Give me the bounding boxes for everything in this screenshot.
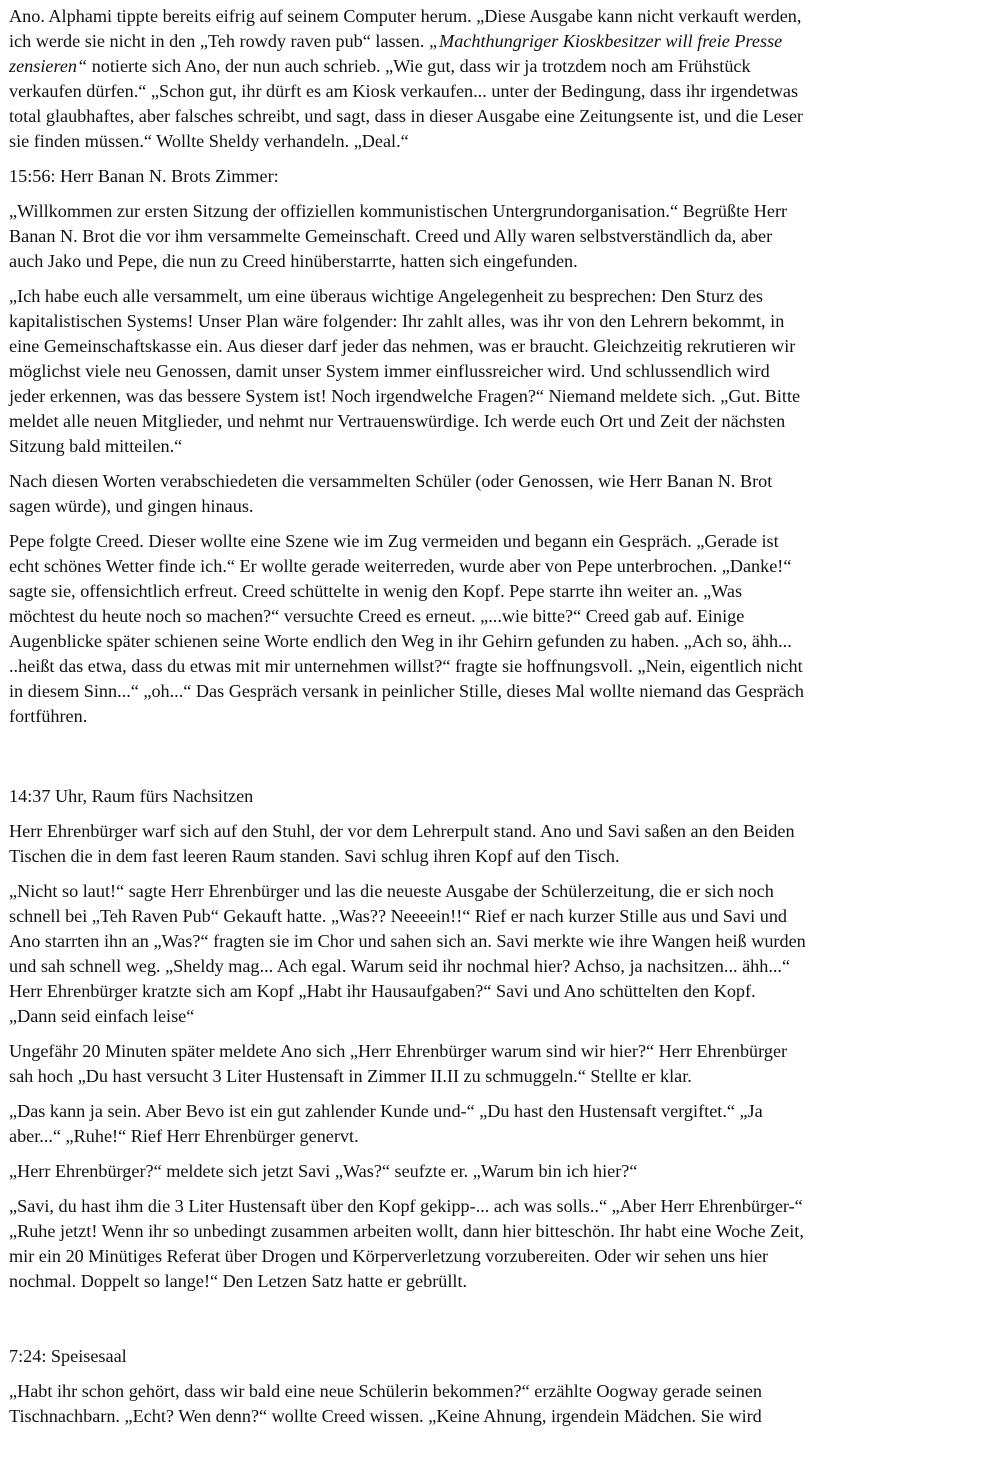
paragraph: „Savi, du hast ihm die 3 Liter Hustensaft über den Kopf gekipp-... ach was solls..“ „Aber Herr Ehrenbürger-“ „Ruhe jetzt! Wenn ihr so unbedingt zusammen arbeiten wollt, dann hier bitteschön. Ihr habt eine Woche Zeit, mir ein 20 Minütiges Referat über Drogen und Körperverletzung vorzubereiten. Oder wir sehen uns hier nochmal. Doppelt so lange!“ Den Letzen Satz hatte er gebrüllt. — [9, 1196, 804, 1291]
paragraph-text: notierte sich Ano, der nun auch schrieb. „Wie gut, dass wir ja trotzdem noch am Frühstück verkaufen dürfen.“ „Schon gut, ihr dürft es am Kiosk verkaufen... unter der Bedingung, dass ihr irgendetwas total glaubhaftes, aber falsches schreibt, und sagt, dass in dieser Ausgabe eine Zeitungsente ist, und die Leser sie finden müssen.“ Wollte Sheldy verhandeln. „Deal.“ — [9, 56, 803, 151]
section-spacer — [9, 739, 977, 784]
scene-heading: 15:56: Herr Banan N. Brots Zimmer: — [9, 166, 279, 186]
paragraph: „Nicht so laut!“ sagte Herr Ehrenbürger und las die neueste Ausgabe der Schülerzeitung, die er sich noch schnell bei „Teh Raven Pub“ Gekauft hatte. „Was?? Neeeein!!“ Rief er nach kurzer Stille aus und Savi und Ano starrten ihn an „Was?“ fragten sie im Chor und sahen sich an. Savi merkte wie ihre Wangen heiß wurden und sah schnell weg. „Sheldy mag... Ach egal. Warum seid ihr nochmal hier? Achso, ja nachsitzen... ähh...“ Herr Ehrenbürger kratzte sich am Kopf „Habt ihr Hausaufgaben?“ Savi und Ano schüttelten den Kopf. „Dann seid einfach leise“ — [9, 881, 806, 1026]
paragraph: Nach diesen Worten verabschiedeten die versammelten Schüler (oder Genossen, wie Herr Banan N. Brot sagen würde), und gingen hinaus. — [9, 471, 773, 516]
paragraph-text: Ano. Alphami tippte bereits eifrig auf seinem Computer herum. „Diese Ausgabe kann nicht verkauft werden, ich werde sie nicht in den „Teh rowdy raven pub“ lassen. — [9, 6, 802, 51]
scene-heading: 7:24: Speisesaal — [9, 1346, 127, 1366]
scene-heading: 14:37 Uhr, Raum fürs Nachsitzen — [9, 786, 254, 806]
paragraph: „Willkommen zur ersten Sitzung der offiziellen kommunistischen Untergrundorganisation.“ Begrüßte Herr Banan N. Brot die vor ihm versammelte Gemeinschaft. Creed und Ally waren selbstverständlich da, aber auch Jako und Pepe, die nun zu Creed hinüberstarrte, hatten sich eingefunden. — [9, 201, 788, 271]
paragraph — [9, 4, 977, 154]
paragraph: Herr Ehrenbürger warf sich auf den Stuhl, der vor dem Lehrerpult stand. Ano und Savi saßen an den Beiden Tischen die in dem fast leeren Raum standen. Savi schlug ihren Kopf auf den Tisch. — [9, 821, 795, 866]
headline-quote: „Machthungriger Kioskbesitzer will freie Presse zensieren“ — [9, 31, 783, 76]
document-page — [9, 4, 977, 1439]
paragraph: Ungefähr 20 Minuten später meldete Ano sich „Herr Ehrenbürger warum sind wir hier?“ Herr Ehrenbürger sah hoch „Du hast versucht 3 Liter Hustensaft in Zimmer II.II zu schmuggeln.“ Stellte er klar. — [9, 1041, 788, 1086]
paragraph: „Ich habe euch alle versammelt, um eine überaus wichtige Angelegenheit zu besprechen: Den Sturz des kapitalistischen Systems! Unser Plan wäre folgender: Ihr zahlt alles, was ihr von den Lehrern bekommt, in eine Gemeinschaftskasse ein. Aus dieser darf jeder das nehmen, was er braucht. Gleichzeitig rekrutieren wir möglichst viele neu Genossen, damit unser System immer einflussreicher wird. Und schlussendlich wird jeder erkennen, was das bessere System ist! Noch irgendwelche Fragen?“ Niemand meldete sich. „Gut. Bitte meldet alle neuen Mitglieder, und nehmt nur Vertrauenswürdige. Ich werde euch Ort und Zeit der nächsten Sitzung bald mitteilen.“ — [9, 286, 801, 456]
section-spacer — [9, 1304, 977, 1344]
paragraph: Pepe folgte Creed. Dieser wollte eine Szene wie im Zug vermeiden und begann ein Gespräch. „Gerade ist echt schönes Wetter finde ich.“ Er wollte gerade weiterreden, wurde aber von Pepe unterbrochen. „Danke!“ sagte sie, offensichtlich erfreut. Creed schüttelte in wenig den Kopf. Pepe starrte ihn weiter an. „Was möchtest du heute noch so machen?“ versuchte Creed es erneut. „...wie bitte?“ Creed gab auf. Einige Augenblicke später schienen seine Worte endlich den Weg in ihr Gehirn gefunden zu haben. „Ach so, ähh... ..heißt das etwa, dass du etwas mit mir unternehmen willst?“ fragte sie hoffnungsvoll. „Nein, eigentlich nicht in diesem Sinn...“ „oh...“ Das Gespräch versank in peinlicher Stille, dieses Mal wollte niemand das Gespräch fortführen. — [9, 531, 804, 726]
paragraph: „Herr Ehrenbürger?“ meldete sich jetzt Savi „Was?“ seufzte er. „Warum bin ich hier?“ — [9, 1161, 638, 1181]
paragraph: „Habt ihr schon gehört, dass wir bald eine neue Schülerin bekommen?“ erzählte Oogway gerade seinen Tischnachbarn. „Echt? Wen denn?“ wollte Creed wissen. „Keine Ahnung, irgendein Mädchen. Sie wird — [9, 1381, 762, 1426]
paragraph: „Das kann ja sein. Aber Bevo ist ein gut zahlender Kunde und-“ „Du hast den Hustensaft vergiftet.“ „Ja aber...“ „Ruhe!“ Rief Herr Ehrenbürger genervt. — [9, 1101, 763, 1146]
